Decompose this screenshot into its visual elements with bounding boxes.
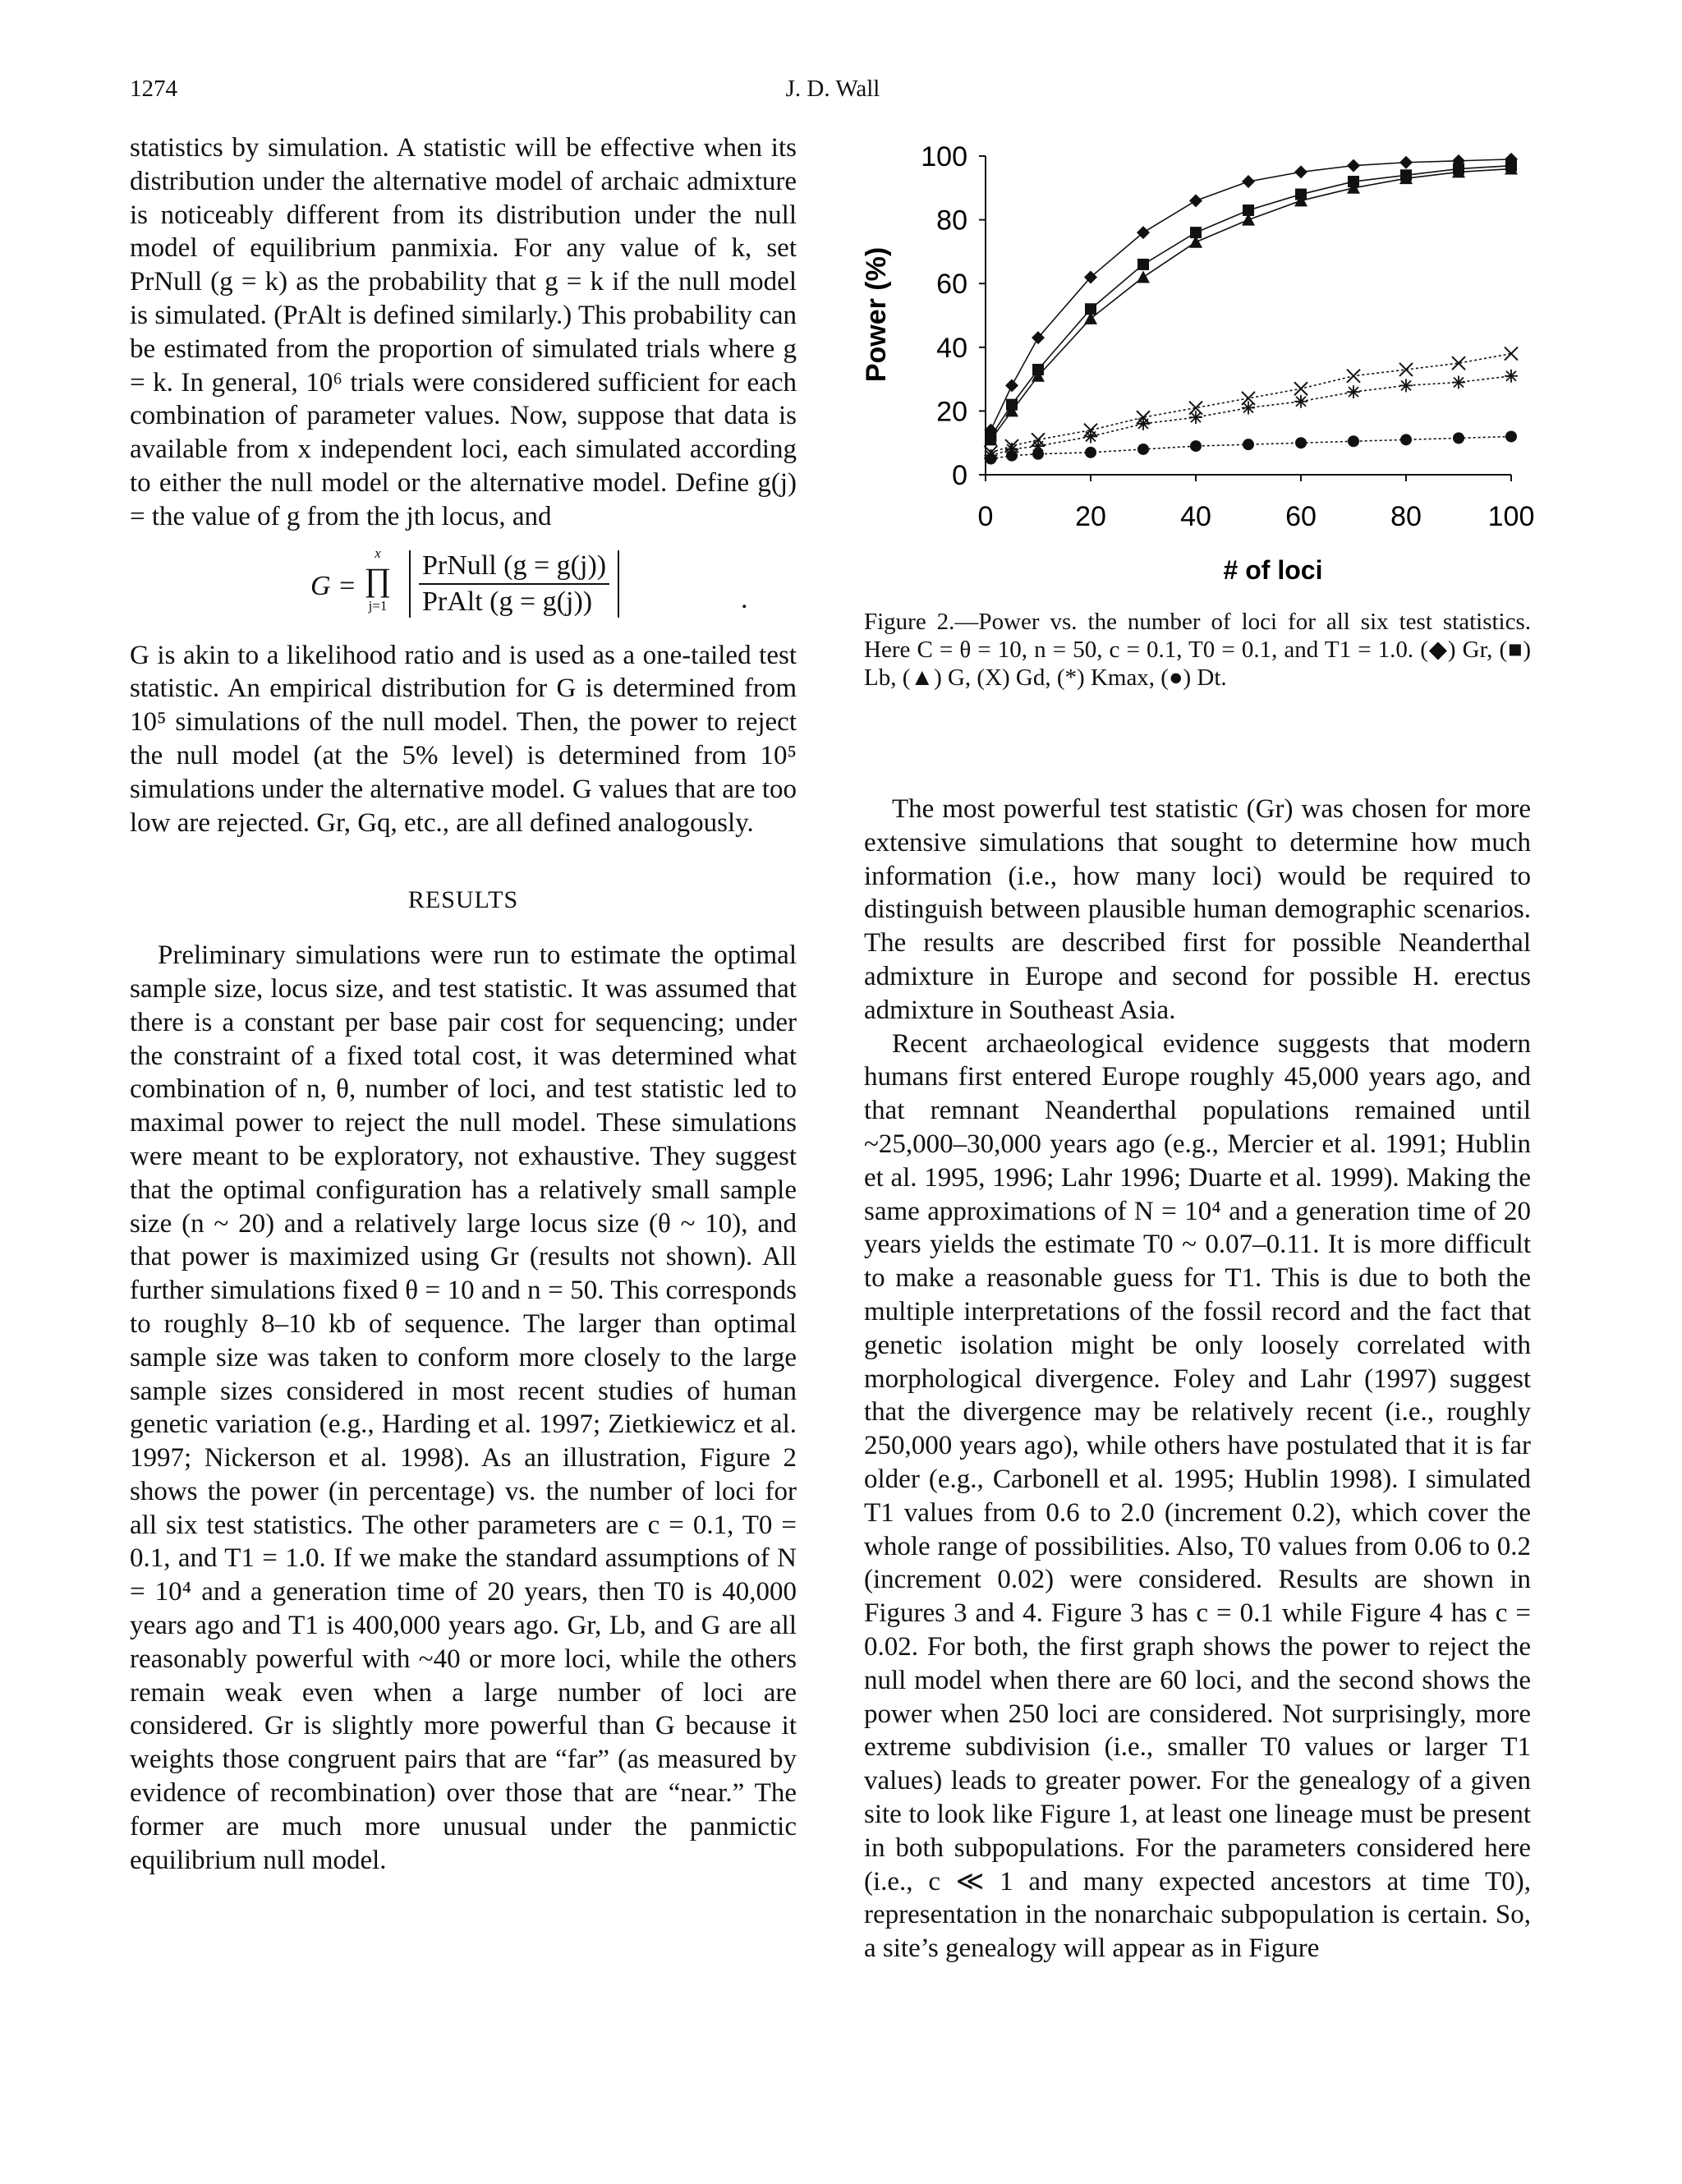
data-point-Kmax: [1084, 430, 1097, 443]
data-point-Dt: [1243, 439, 1254, 450]
data-point-Gr: [1005, 379, 1018, 392]
data-point-Kmax: [1505, 370, 1518, 383]
power-chart: [838, 123, 1560, 600]
data-point-Dt: [1453, 432, 1464, 444]
data-point-Gr: [1294, 165, 1307, 178]
x-tick-label: 60: [1285, 501, 1317, 532]
data-point-Gr: [1347, 159, 1360, 172]
y-tick-label: 80: [936, 205, 967, 237]
paragraph: The most powerful test statistic (Gr) was chosen for more extensive simulations that sought to determine how much information (i.e., how many loci) would be required to distinguish between plausible human demographic scenarios. The results are described first for possible Neanderthal admixture in Europe and second for possible H. erectus admixture in Southeast Asia.: [864, 794, 1531, 1025]
data-point-Dt: [1400, 434, 1412, 445]
data-point-Kmax: [1347, 385, 1360, 398]
series-line-Gr: [990, 159, 1511, 430]
figure-caption: [864, 608, 1531, 692]
paragraph: G is akin to a likelihood ratio and is used as a one-tailed test statistic. An empirical distribution for G is determined from 10⁵ simulations of the null model. Then, the power to reject the null model (at the 5% level) is determined from 10⁵ simulations under the alternative model. G values that are too low are rejected. Gr, Gq, etc., are all defined analogously.: [130, 640, 797, 838]
left-column: [130, 131, 797, 1877]
fraction-denominator: PrAlt (g = g(j)): [422, 586, 593, 617]
x-tick-label: 100: [1487, 501, 1535, 532]
chart-lines: [990, 159, 1511, 459]
figure-2: [838, 123, 1560, 600]
chart-axes: [921, 141, 1534, 532]
caption-text: Figure 2.—Power vs. the number of loci for all six test statistics. Here C = θ = 10, n = 50, c = 0.1, T0 = 0.1, and T1 = 1.0. (◆) Gr, (■) Lb, (▲) G, (X) Gd, (*) Kmax, (●) Dt.: [864, 609, 1531, 691]
x-tick-label: 40: [1180, 501, 1211, 532]
product-symbol: ∏: [364, 560, 392, 598]
data-point-Gd: [1452, 356, 1465, 370]
equation-lhs: G =: [310, 570, 356, 601]
x-tick-label: 20: [1075, 501, 1106, 532]
data-point-Dt: [1006, 450, 1018, 462]
data-point-Dt: [1032, 448, 1044, 460]
data-point-Dt: [1085, 447, 1096, 458]
data-point-Gd: [1505, 347, 1518, 361]
data-point-Dt: [1190, 440, 1202, 452]
data-point-Dt: [1137, 444, 1149, 455]
paragraph: statistics by simulation. A statistic will be effective when its distribution under the alternative model of archaic admixture is noticeably different from its distribution under the null model of equilibrium panmixia. For any value of k, set PrNull (g = k) as the probability that g = k if the null model is simulated. (PrAlt is defined similarly.) This probability can be estimated from the proportion of simulated trials where g = k. In general, 10⁶ trials were considered sufficient for each combination of parameter values. Now, suppose that data is available from x independent loci, each simulated according to either the null model or the alternative model. Define g(j) = the value of g from the jth locus, and: [130, 133, 797, 531]
data-point-Kmax: [1189, 411, 1202, 424]
data-point-Gr: [1399, 156, 1413, 169]
paragraph: Preliminary simulations were run to estimate the optimal sample size, locus size, and test statistic. It was assumed that there is a constant per base pair cost for sequencing; under the constraint of a fixed total cost, it was determined what combination of n, θ, number of loci, and test statistic led to maximal power to reject the null model. These simulations were meant to be exploratory, not exhaustive. They suggest that the optimal configuration has a relatively small sample size (n ~ 20) and a relatively large locus size (θ ~ 10), and that power is maximized using Gr (results not shown). All further simulations fixed θ = 10 and n = 50. This corresponds to roughly 8–10 kb of sequence. The larger than optimal sample size was taken to conform more closely to the large sample sizes considered in most recent studies of human genetic variation (e.g., Harding et al. 1997; Zietkiewicz et al. 1997; Nickerson et al. 1998). As an illustration, Figure 2 shows the power (in percentage) vs. the number of loci for all six test statistics. The other parameters are c = 0.1, T0 = 0.1, and T1 = 1.0. If we make the standard assumptions of N = 10⁴ and a generation time of 20 years, then T0 is 40,000 years ago and T1 is 400,000 years ago. Gr, Lb, and G are all reasonably powerful with ~40 or more loci, while the others remain weak even when a large number of loci are considered. Gr is slightly more powerful than G because it weights those congruent pairs that are “far” (as measured by evidence of recombination) over those that are “near.” The former are much more unusual under the panmictic equilibrium null model.: [130, 940, 797, 1875]
running-head: J. D. Wall: [785, 76, 880, 102]
data-point-Dt: [1295, 437, 1307, 448]
data-point-Kmax: [1452, 375, 1465, 389]
y-tick-label: 60: [936, 269, 967, 301]
chart-markers: [984, 153, 1518, 465]
data-point-Gr: [1189, 194, 1202, 207]
data-point-Gd: [1294, 382, 1307, 395]
data-point-G: [1137, 270, 1150, 283]
data-point-Dt: [985, 453, 996, 465]
series-line-Gd: [990, 354, 1511, 453]
right-column: [864, 793, 1531, 1966]
data-point-Kmax: [1294, 395, 1307, 408]
y-tick-label: 20: [936, 396, 967, 428]
paragraph: Recent archaeological evidence suggests that modern humans first entered Europe roughly 45,000 years ago, and that remnant Neanderthal populations remained until ~25,000–30,000 years ago (e.g., Mercier et al. 1991; Hublin et al. 1995, 1996; Lahr 1996; Duarte et al. 1999). Making the same approximations of N = 10⁴ and a generation time of 20 years yields the estimate T0 ~ 0.07–0.11. It is more difficult to make a reasonable guess for T1. This is due to both the multiple interpretations of the fossil record and the fact that genetic isolation might be only loosely correlated with morphological divergence. Foley and Lahr (1997) suggest that the divergence may be relatively recent (i.e., roughly 250,000 years ago), while others have postulated that it is far older (e.g., Carbonell et al. 1995; Hublin 1998). I simulated T1 values from 0.6 to 2.0 (increment 0.2), which cover the whole range of possibilities. Also, T0 values from 0.06 to 0.2 (increment 0.02) were considered. Results are shown in Figures 3 and 4. Figure 3 has c = 0.1 while Figure 4 has c = 0.02. For both, the first graph shows the power to reject the null model when there are 60 loci, and the second shows the power when 250 loci are considered. Not surprisingly, more extreme subdivision (i.e., smaller T0 values or larger T1 values) leads to greater power. For the genealogy of a given site to look like Figure 1, at least one lineage must be present in both subpopulations. For the parameters considered here (i.e., c ≪ 1 and many expected ancestors at time T0), representation in the nonarchaic subpopulation is certain. So, a site’s genealogy will appear as in Figure: [864, 1028, 1531, 1964]
x-tick-label: 80: [1390, 501, 1422, 532]
y-tick-label: 100: [921, 141, 967, 172]
y-tick-label: 40: [936, 332, 967, 364]
equation-end: .: [741, 583, 748, 614]
section-title: RESULTS: [407, 886, 519, 914]
y-axis-label: Power (%): [861, 246, 892, 383]
page-number: 1274: [130, 76, 177, 102]
product-upper-limit: x: [375, 545, 381, 561]
data-point-Lb: [1137, 259, 1149, 270]
equation-fraction: [409, 550, 619, 618]
product-lower-limit: j=1: [368, 597, 388, 614]
x-axis-label: # of loci: [1223, 555, 1323, 585]
x-tick-label: 0: [977, 501, 994, 532]
data-point-Kmax: [1399, 379, 1413, 392]
data-point-Dt: [1505, 430, 1517, 442]
data-point-Gr: [1242, 175, 1255, 188]
y-tick-label: 0: [952, 460, 967, 491]
data-point-Kmax: [1242, 402, 1255, 415]
page-header: [130, 76, 1536, 108]
data-point-Kmax: [1137, 417, 1150, 430]
product-operator: [361, 545, 394, 614]
equation-G: [130, 545, 797, 628]
fraction-numerator: PrNull (g = g(j)): [419, 550, 609, 585]
data-point-Dt: [1348, 435, 1359, 447]
